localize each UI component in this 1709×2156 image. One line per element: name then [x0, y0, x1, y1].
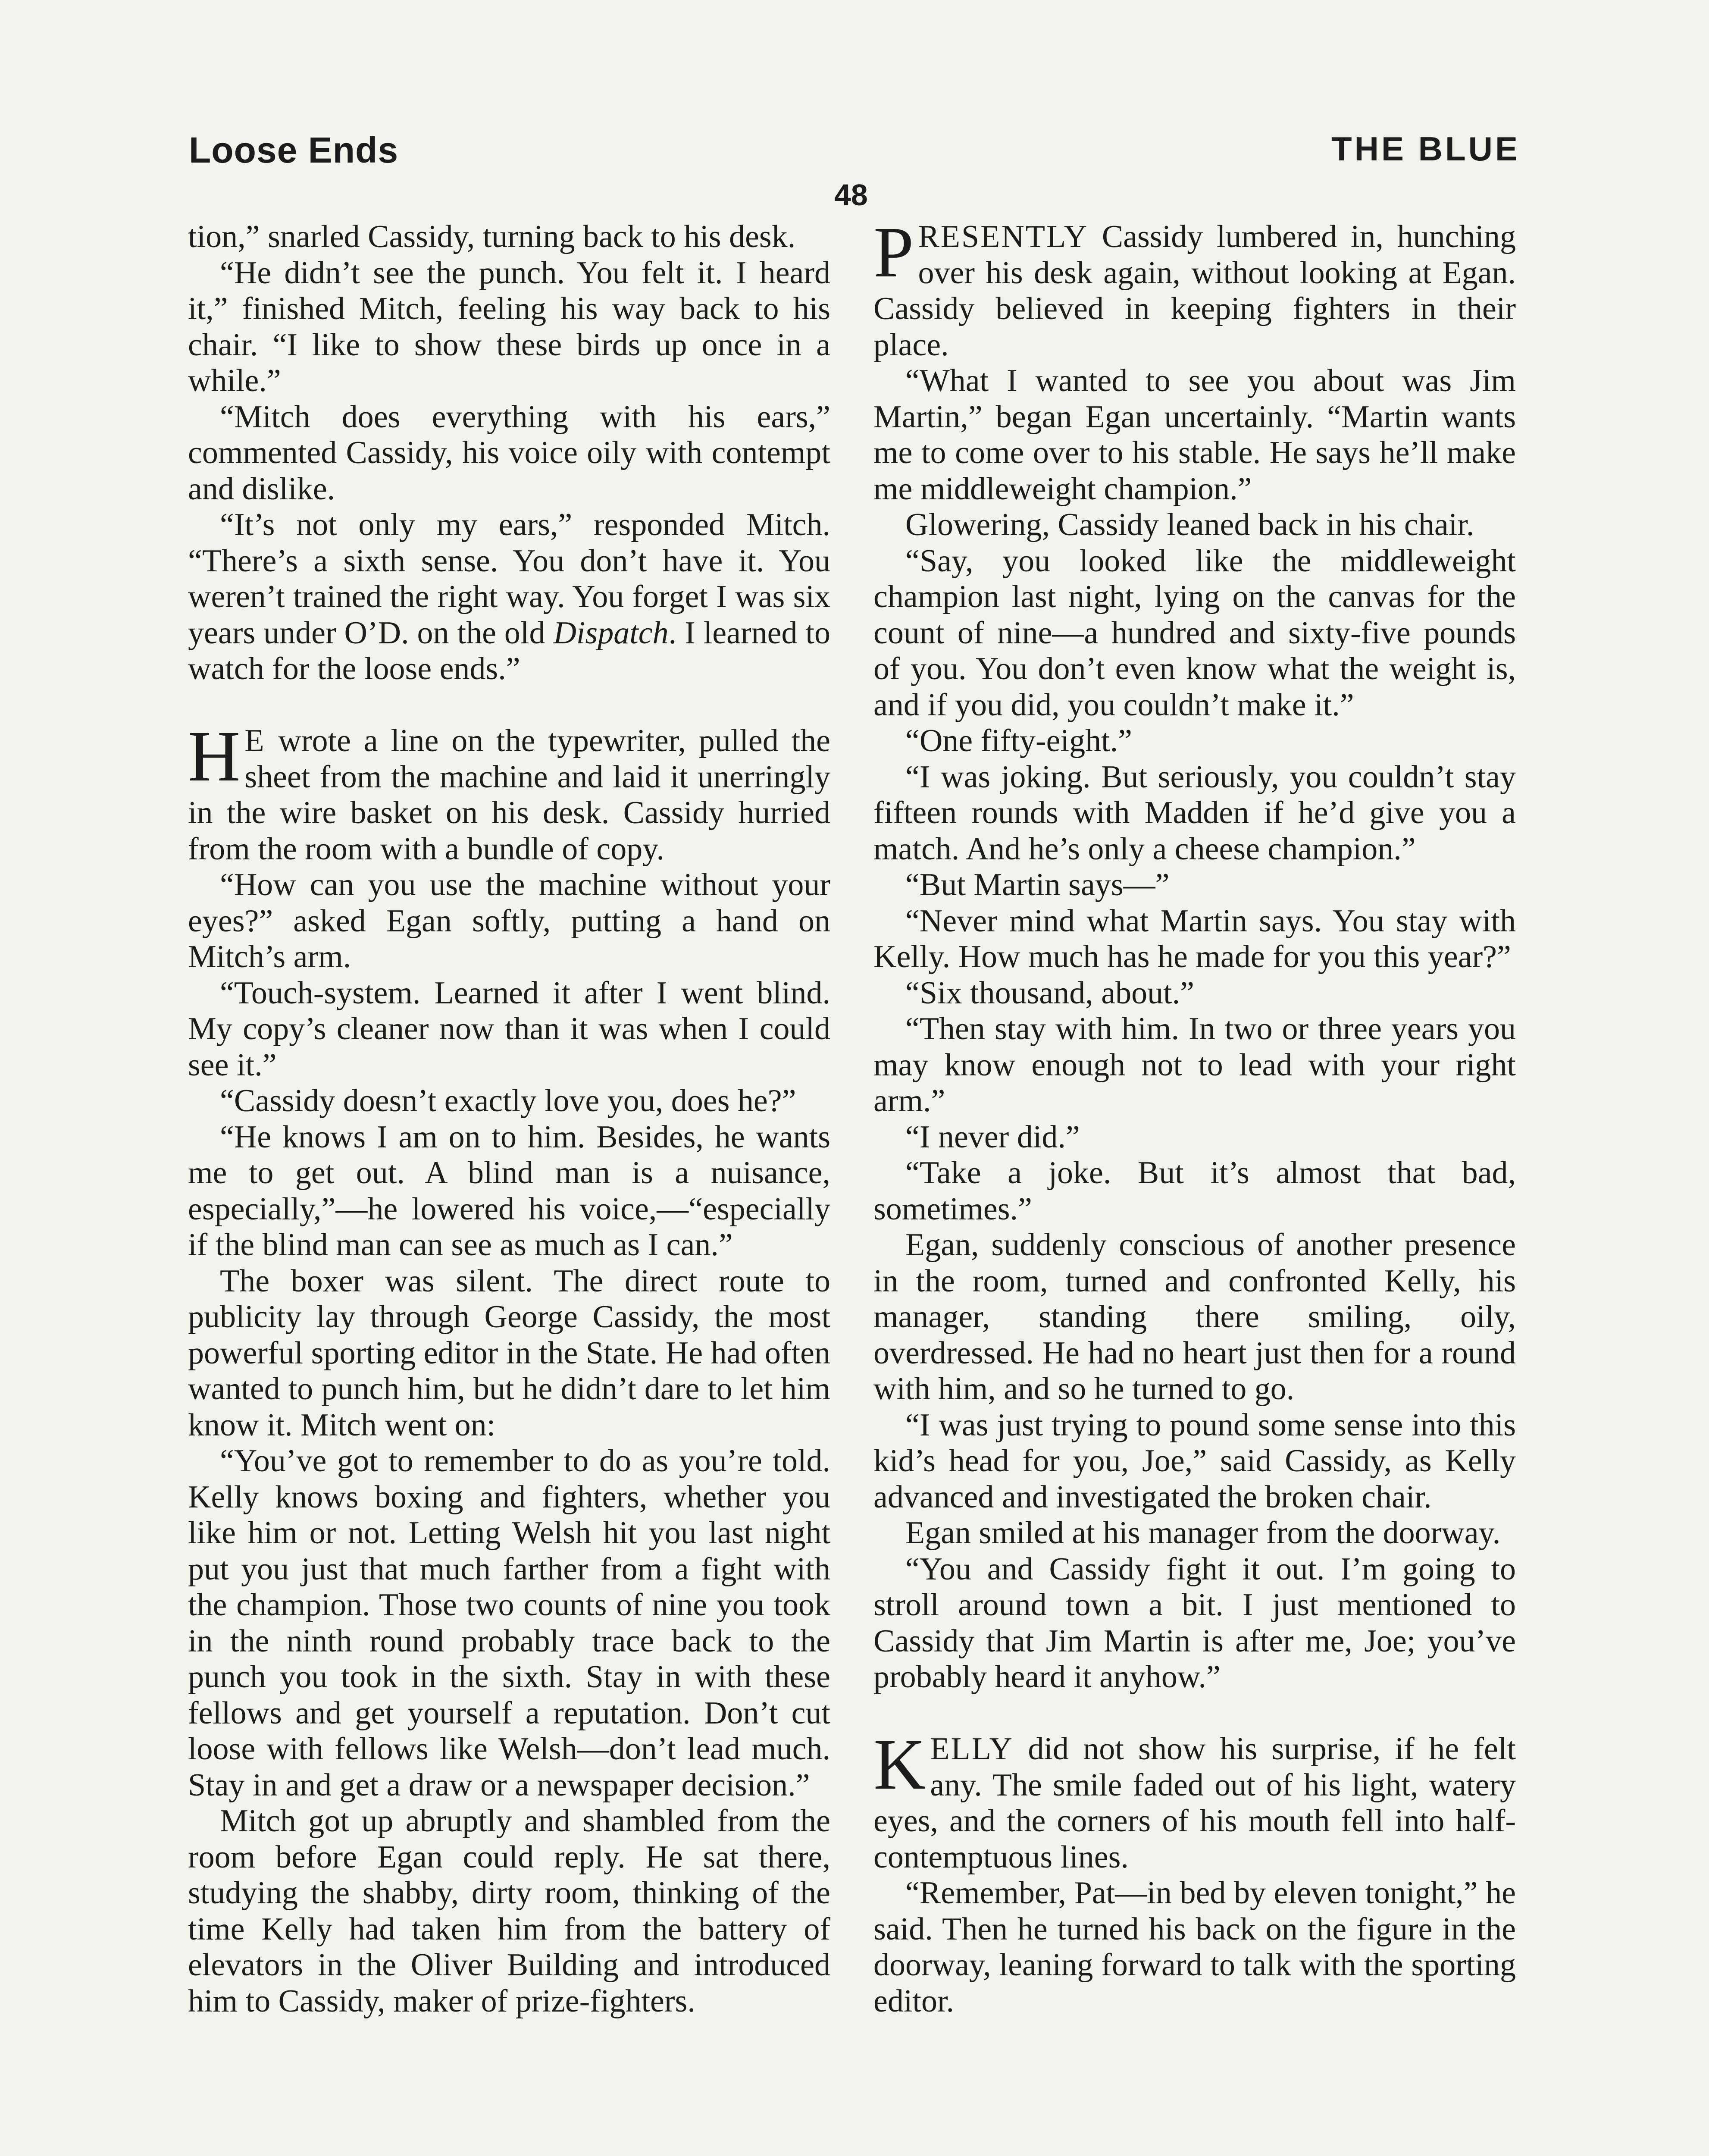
paragraph	[873, 212, 1516, 363]
paragraph-text: did not show his surprise, if he felt any. The smile faded out of his light, watery eyes, and the corners of his mouth fell into half-contemptuous lines.	[873, 1731, 1516, 1875]
paragraph-text: Glowering, Cassidy leaned back in his chair.	[905, 507, 1474, 542]
paragraph-text: “But Martin says—”	[905, 867, 1170, 903]
paragraph	[188, 1443, 830, 1803]
paragraph	[188, 255, 830, 399]
paragraph	[873, 903, 1516, 975]
paragraph	[873, 1011, 1516, 1119]
paragraph	[873, 1551, 1516, 1695]
small-caps-lead: ELLY	[930, 1731, 1014, 1767]
paragraph	[873, 975, 1516, 1012]
paragraph	[873, 507, 1516, 543]
paragraph-text: “Touch-system. Learned it after I went blind. My copy’s cleaner now than it was when I could see it.”	[188, 975, 830, 1083]
drop-cap: P	[873, 212, 914, 292]
paragraph-text: “Mitch does everything with his ears,” commented Cassidy, his voice oily with contempt and dislike.	[188, 399, 830, 507]
paragraph-text: The boxer was silent. The direct route to publicity lay through George Cassidy, the most powerful sporting editor in the State. He had often wanted to punch him, but he didn’t dare to let him know it. Mitch went on:	[188, 1263, 830, 1443]
paragraph	[873, 1227, 1516, 1407]
paragraph-text: “Never mind what Martin says. You stay with Kelly. How much has he made for you this year?”	[873, 903, 1516, 975]
italic-newspaper-name: Dispatch	[553, 615, 669, 651]
paragraph	[188, 1263, 830, 1444]
paragraph-text: “Cassidy doesn’t exactly love you, does he?”	[220, 1083, 796, 1119]
paragraph-text: “I was just trying to pound some sense into this kid’s head for you, Joe,” said Cassidy, as Kelly advanced and investigated the broken chair.	[873, 1407, 1516, 1515]
paragraph	[873, 867, 1516, 903]
story-title: Loose Ends	[189, 130, 399, 170]
right-text-column	[873, 212, 1516, 2019]
small-caps-lead: E	[244, 723, 266, 758]
paragraph-text: “Take a joke. But it’s almost that bad, sometimes.”	[873, 1155, 1516, 1227]
paragraph	[188, 1083, 830, 1119]
paragraph	[873, 759, 1516, 868]
paragraph	[873, 543, 1516, 724]
paragraph-text: “He knows I am on to him. Besides, he wants me to get out. A blind man is a nuisance, especially,”—he lowered his voice,—“especially if the blind man can see as much as I can.”	[188, 1119, 830, 1263]
paragraph-text: “I was joking. But seriously, you couldn’t stay fifteen rounds with Madden if he’d give you a match. And he’s only a cheese champion.”	[873, 759, 1516, 867]
paragraph-text: Cassidy lumbered in, hunching over his desk again, without looking at Egan. Cassidy believed in keeping fighters in their place.	[873, 219, 1516, 363]
paragraph-text: “What I wanted to see you about was Jim Martin,” began Egan uncertainly. “Martin wants me to come over to his stable. He says he’ll make me middleweight champion.”	[873, 363, 1516, 507]
paragraph-text: “It’s not only my ears,” responded Mitch. “There’s a sixth sense. You don’t have it. You weren’t trained the right way. You forget I was six years under O’D. on the old Dispatch. I learned to watch for the loose ends.”	[188, 507, 830, 686]
small-caps-lead: RESENTLY	[918, 219, 1089, 254]
paragraph	[188, 507, 830, 687]
paragraph	[873, 363, 1516, 507]
paragraph	[188, 1119, 830, 1263]
paragraph	[188, 867, 830, 975]
drop-cap: K	[873, 1724, 926, 1805]
paragraph-text: “You and Cassidy fight it out. I’m going to stroll around town a bit. I just mentioned to Cassidy that Jim Martin is after me, Joe; you’ve probably heard it anyhow.”	[873, 1551, 1516, 1695]
page-number: 48	[834, 178, 868, 212]
paragraph	[188, 219, 830, 255]
paragraph-text: “Remember, Pat—in bed by eleven tonight,” he said. Then he turned his back on the figure in the doorway, leaning forward to talk with the sporting editor.	[873, 1875, 1516, 2019]
paragraph	[873, 723, 1516, 759]
paragraph	[873, 1155, 1516, 1227]
paragraph	[873, 1407, 1516, 1516]
paragraph-text: Mitch got up abruptly and shambled from the room before Egan could reply. He sat there, studying the shabby, dirty room, thinking of the time Kelly had taken him from the battery of elevators in the Oliver Building and introduced him to Cassidy, maker of prize-fighters.	[188, 1803, 830, 2019]
paragraph-text: “Then stay with him. In two or three years you may know enough not to lead with your right arm.”	[873, 1011, 1516, 1119]
paragraph	[188, 1803, 830, 2019]
paragraph-text: Egan, suddenly conscious of another presence in the room, turned and confronted Kelly, his manager, standing there smiling, oily, overdressed. He had no heart just then for a round with him, and so he turned to go.	[873, 1227, 1516, 1407]
paragraph	[873, 1875, 1516, 2019]
paragraph	[873, 1119, 1516, 1156]
magazine-title: THE BLUE	[1331, 130, 1520, 168]
paragraph-text: “He didn’t see the punch. You felt it. I heard it,” finished Mitch, feeling his way back to his chair. “I like to show these birds up once in a while.”	[188, 255, 830, 398]
paragraph-text: “One fifty-eight.”	[905, 723, 1132, 758]
paragraph-text: wrote a line on the typewriter, pulled the sheet from the machine and laid it unerringly in the wire basket on his desk. Cassidy hurried from the room with a bundle of copy.	[188, 723, 830, 867]
paragraph-text: “Say, you looked like the middleweight champion last night, lying on the canvas for the count of nine—a hundred and sixty-five pounds of you. You don’t even know what the weight is, and if you did, you couldn’t make it.”	[873, 543, 1516, 723]
paragraph-text: “Six thousand, about.”	[905, 975, 1195, 1011]
left-text-column	[188, 219, 830, 2019]
paragraph-text: tion,” snarled Cassidy, turning back to his desk.	[188, 219, 796, 254]
paragraph-text: “How can you use the machine without your eyes?” asked Egan softly, putting a hand on Mitch’s arm.	[188, 867, 830, 975]
paragraph-text: Egan smiled at his manager from the doorway.	[905, 1515, 1501, 1551]
paragraph	[188, 399, 830, 508]
paragraph-text: “You’ve got to remember to do as you’re told. Kelly knows boxing and fighters, whether you like him or not. Letting Welsh hit you last night put you just that much farther from a fight with the champion. Those two counts of nine you took in the ninth round probably trace back to the punch you took in the sixth. Stay in with these fellows and get yourself a reputation. Don’t cut loose with fellows like Welsh—don’t lead much. Stay in and get a draw or a newspaper decision.”	[188, 1443, 830, 1803]
drop-cap: H	[188, 716, 241, 796]
paragraph	[873, 1724, 1516, 1875]
paragraph	[188, 975, 830, 1084]
paragraph-text: “I never did.”	[905, 1119, 1080, 1155]
paragraph	[188, 716, 830, 867]
paragraph	[873, 1515, 1516, 1551]
